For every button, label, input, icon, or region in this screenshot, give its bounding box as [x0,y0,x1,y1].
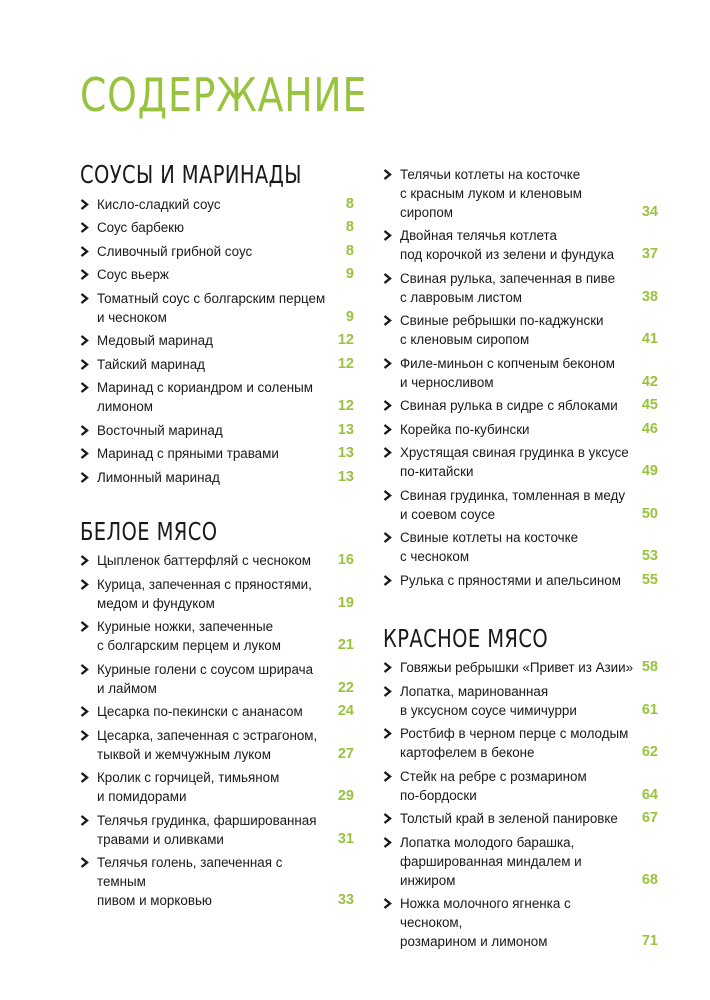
toc-entry[interactable] [80,575,354,613]
toc-entry-title: Маринад с пряными травами [97,446,279,461]
section-title-red-meat: КРАСНОЕ МЯСО [383,623,549,653]
toc-entry[interactable] [80,218,354,237]
toc-entry-page-number: 42 [641,373,658,390]
toc-entry-page-number: 19 [337,594,354,611]
chevron-right-icon [383,354,400,373]
toc-entry[interactable] [383,833,658,890]
toc-entry[interactable] [80,468,354,487]
chevron-right-icon [80,331,97,350]
chevron-right-icon [383,724,400,743]
chevron-right-icon [80,468,97,487]
toc-entry[interactable] [383,226,658,264]
toc-entry-page-number: 38 [641,288,658,305]
toc-entry[interactable] [383,894,658,951]
toc-entry-title: Рулька с пряностями и апельсином [400,572,621,588]
toc-entry[interactable] [80,242,354,261]
chevron-right-icon [80,378,97,397]
toc-entry-title: Цесарка, запеченная с эстрагоном, тыквой и жемчужным луком [97,727,318,762]
toc-entry[interactable] [383,724,658,762]
toc-entry-page-number: 71 [641,933,658,949]
toc-entry[interactable] [383,767,658,805]
toc-entry-page-number: 50 [641,505,658,522]
toc-entry-page-number: 64 [641,786,658,803]
toc-entry[interactable] [80,617,354,655]
chevron-right-icon [80,726,97,745]
toc-entry-page-number: 31 [337,830,354,847]
toc-entry-page-number: 37 [641,246,658,262]
toc-entry-page-number: 34 [641,203,658,220]
toc-entry-title: Свиная грудинка, томленная в меду и соевом соусе [400,487,626,522]
chevron-right-icon [80,421,97,440]
toc-entry-title: Телячьи котлеты на косточке с красным луком и кленовым сиропом [400,166,582,220]
toc-entry-page-number: 13 [337,445,354,461]
toc-entry-title: Медовый маринад [97,333,213,348]
toc-entry[interactable] [383,354,658,392]
chevron-right-icon [80,702,97,721]
toc-entry-title: Соус барбекю [97,220,185,235]
toc-entry[interactable] [80,768,354,806]
toc-entry-page-number: 12 [337,332,354,348]
toc-list-white-meat-continued [383,165,658,590]
toc-entry-title: Корейка по-кубински [400,421,530,437]
toc-entry-page-number: 13 [337,468,354,485]
toc-entry[interactable] [80,726,354,764]
chevron-right-icon [383,443,400,462]
toc-entry-title: Стейк на ребре с розмарином по-бордоски [400,768,587,803]
chevron-right-icon [80,444,97,463]
toc-entry-title: Томатный соус с болгарским перцем и чесноком [97,290,326,325]
chevron-right-icon [80,575,97,594]
chevron-right-icon [80,218,97,237]
chevron-right-icon [80,355,97,374]
toc-entry-page-number: 62 [641,744,658,760]
toc-entry-title: Хрустящая свиная грудинка в уксусе по-китайски [400,445,629,479]
toc-entry-page-number: 67 [641,810,658,826]
chevron-right-icon [383,420,400,439]
toc-entry[interactable] [80,421,354,440]
toc-entry-title: Куриные ножки, запеченные с болгарским перцем и луком [97,619,281,653]
chevron-right-icon [383,571,400,590]
toc-entry[interactable] [80,378,354,416]
chevron-right-icon [80,660,97,679]
toc-entry-page-number: 49 [641,463,658,479]
toc-entry-title: Толстый край в зеленой панировке [400,811,618,826]
toc-entry[interactable] [80,660,354,698]
section-title-white-meat: БЕЛОЕ МЯСО [80,516,218,546]
toc-entry-title: Ножка молочного ягненка с чесноком, розмарином и лимоном [400,896,571,949]
toc-entry-page-number: 12 [337,355,354,372]
toc-entry[interactable] [383,486,658,524]
toc-entry-title: Ростбиф в черном перце с молодым картофелем в беконе [400,726,629,760]
chevron-right-icon [383,833,400,852]
toc-list-red-meat [383,658,658,951]
toc-entry-title: Двойная телячья котлета под корочкой из зелени и фундука [400,228,615,262]
chevron-right-icon [80,853,97,872]
chevron-right-icon [80,265,97,284]
toc-entry[interactable] [383,809,658,828]
toc-entry-title: Свиные котлеты на косточке с чесноком [400,530,579,564]
toc-entry[interactable] [383,682,658,720]
toc-entry-page-number: 9 [345,308,354,325]
chevron-right-icon [80,289,97,308]
toc-entry-title: Восточный маринад [97,422,223,438]
toc-entry[interactable] [383,396,658,415]
toc-entry-title: Тайский маринад [97,356,205,372]
toc-entry-title: Говяжьи ребрышки «Привет из Азии» [400,660,634,675]
toc-entry-title: Лимонный маринад [97,469,220,485]
toc-entry-title: Соус вьерж [97,267,169,282]
toc-entry[interactable] [80,331,354,350]
toc-entry-page-number: 33 [337,892,354,908]
toc-entry[interactable] [80,355,354,374]
toc-entry-title: Лопатка молодого барашка, фаршированная миндалем и инжиром [400,834,582,888]
toc-entry-page-number: 53 [641,548,658,564]
chevron-right-icon [80,242,97,261]
toc-entry-page-number: 13 [337,421,354,438]
toc-entry[interactable] [80,811,354,849]
toc-entry-page-number: 9 [345,266,354,282]
toc-entry-page-number: 68 [641,871,658,888]
toc-entry-page-number: 61 [641,701,658,718]
chevron-right-icon [383,767,400,786]
toc-entry-title: Свиные ребрышки по-каджунски с кленовым сиропом [400,313,604,347]
section-title-sauces: СОУСЫ И МАРИНАДЫ [80,160,302,189]
toc-entry[interactable] [383,571,658,590]
chevron-right-icon [383,528,400,547]
toc-entry-title: Кролик с горчицей, тимьяном и помидорами [97,770,280,804]
toc-entry-page-number: 55 [641,571,658,588]
page-title: СОДЕРЖАНИЕ [80,68,368,122]
toc-entry-title: Сливочный грибной соус [97,243,253,259]
chevron-right-icon [383,894,400,913]
toc-entry[interactable] [80,853,354,910]
toc-entry-title: Курица, запеченная с пряностями, медом и фундуком [97,576,312,611]
toc-entry-title: Маринад с кориандром и соленым лимоном [97,380,314,414]
toc-entry[interactable] [383,443,658,481]
toc-entry-title: Филе-миньон с копченым беконом и черносливом [400,355,615,390]
toc-entry-title: Кисло-сладкий соус [97,196,221,212]
chevron-right-icon [80,617,97,636]
toc-list-white-meat [80,551,354,910]
toc-entry[interactable] [383,420,658,439]
chevron-right-icon [383,226,400,245]
chevron-right-icon [80,551,97,570]
toc-entry[interactable] [383,269,658,307]
toc-entry-page-number: 58 [641,659,658,675]
chevron-right-icon [80,768,97,787]
toc-entry[interactable] [383,165,658,222]
chevron-right-icon [383,396,400,415]
chevron-right-icon [383,809,400,828]
toc-entry-page-number: 46 [641,420,658,437]
toc-entry-page-number: 8 [345,242,354,259]
chevron-right-icon [383,311,400,330]
toc-entry-title: Телячья грудинка, фаршированная травами и оливками [97,812,317,847]
chevron-right-icon [383,165,400,184]
toc-entry[interactable] [383,311,658,349]
toc-entry[interactable] [383,528,658,566]
toc-column-left [80,160,354,910]
toc-entry[interactable] [80,289,354,327]
toc-entry-title: Куриные голени с соусом шрирача и лаймом [97,661,314,696]
chevron-right-icon [80,195,97,214]
toc-entry-page-number: 45 [641,397,658,413]
chevron-right-icon [383,682,400,701]
toc-column-right [383,160,658,951]
toc-entry-title: Лопатка, маринованная в уксусном соусе чимичурри [400,683,577,718]
toc-entry-page-number: 8 [345,195,354,212]
toc-entry-page-number: 41 [641,331,658,347]
toc-entry-page-number: 8 [345,219,354,235]
toc-entry-title: Цесарка по-пекински с ананасом [97,704,303,719]
toc-entry[interactable] [80,551,354,570]
chevron-right-icon [383,269,400,288]
toc-entry[interactable] [80,265,354,284]
toc-entry[interactable] [80,195,354,214]
toc-entry-title: Свиная рулька, запеченная в пиве с лавровым листом [400,270,616,305]
toc-entry-page-number: 24 [337,703,354,719]
toc-entry[interactable] [80,444,354,463]
toc-entry-title: Телячья голень, запеченная с темным пивом и морковью [97,855,283,908]
toc-entry-title: Свиная рулька в сидре с яблоками [400,398,618,413]
toc-entry-title: Цыпленок баттерфляй с чесноком [97,553,312,568]
chevron-right-icon [383,658,400,677]
chevron-right-icon [383,486,400,505]
toc-entry-page-number: 16 [337,552,354,568]
toc-entry-page-number: 29 [337,788,354,804]
toc-entry-page-number: 21 [337,637,354,653]
toc-entry-page-number: 12 [337,398,354,414]
chevron-right-icon [80,811,97,830]
toc-entry[interactable] [80,702,354,721]
toc-list-sauces [80,195,354,487]
toc-entry-page-number: 22 [337,679,354,696]
toc-entry[interactable] [383,658,658,677]
toc-entry-page-number: 27 [337,745,354,762]
